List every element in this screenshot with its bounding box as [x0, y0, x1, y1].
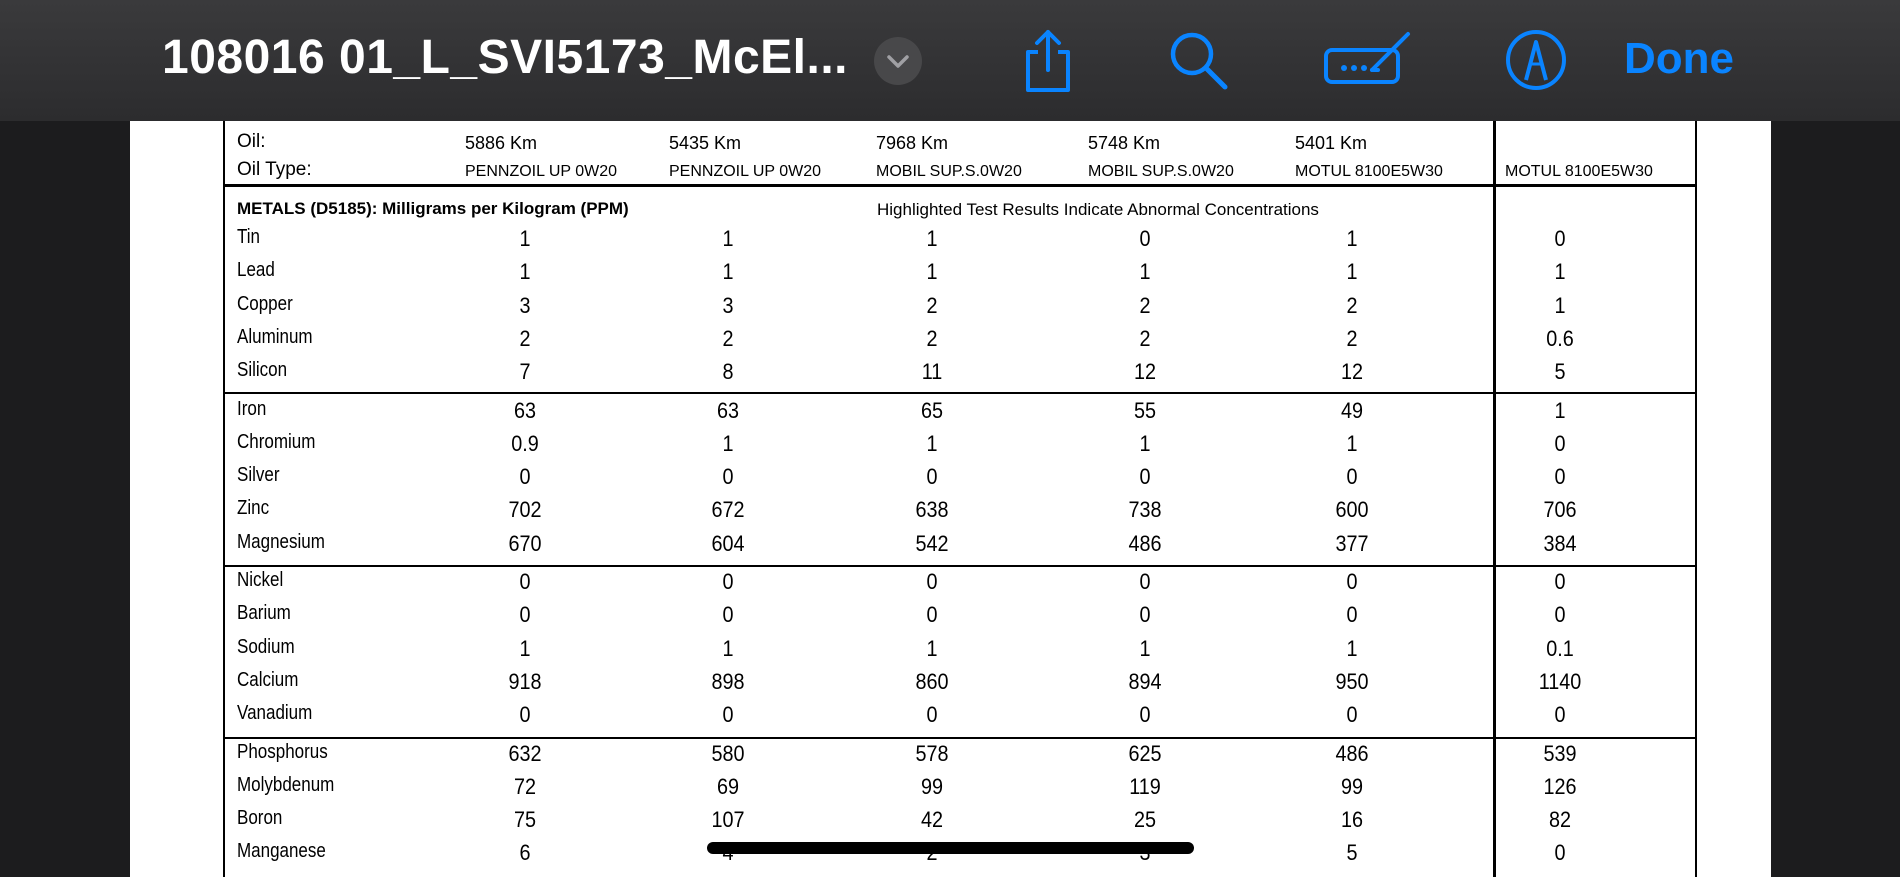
oil-type-2: PENNZOIL UP 0W20: [669, 163, 822, 180]
metal-value: 578: [915, 740, 949, 766]
metal-value: 99: [1340, 773, 1364, 799]
metal-value: 1: [1346, 430, 1358, 456]
abnormal-note: Highlighted Test Results Indicate Abnormal Concentrations: [877, 200, 1319, 219]
table-row: [225, 256, 1695, 289]
metal-value: 1: [926, 430, 938, 456]
metal-value: 75: [513, 807, 537, 833]
metal-value: 5: [1346, 840, 1358, 866]
metal-value: 107: [711, 807, 745, 833]
metal-value: 5: [1554, 359, 1566, 385]
metal-value: 2: [1346, 325, 1358, 351]
metal-value: 0: [926, 602, 938, 628]
oil-km-1: 5886 Km: [465, 133, 538, 153]
metal-value: 42: [920, 807, 944, 833]
oil-analysis-report: [223, 121, 1697, 877]
table-row: [225, 223, 1695, 256]
metal-value: 377: [1335, 530, 1369, 556]
metal-value: 486: [1128, 530, 1162, 556]
metal-value: 12: [1133, 359, 1157, 385]
table-row: [225, 461, 1695, 494]
metal-value: 3: [519, 292, 531, 318]
oil-type-5: MOTUL 8100E5W30: [1295, 163, 1443, 180]
oil-km-2: 5435 Km: [669, 133, 742, 153]
metal-value: 1: [519, 259, 531, 285]
metal-value: 0: [1554, 702, 1566, 728]
metal-value: 119: [1129, 773, 1161, 799]
metal-value: 0: [722, 602, 734, 628]
metal-value: 0: [1554, 430, 1566, 456]
metal-name: Aluminum: [237, 325, 313, 348]
table-row: [225, 804, 1695, 837]
metal-value: 706: [1543, 497, 1577, 523]
metal-value: 1: [1346, 635, 1358, 661]
oil-km-4: 5748 Km: [1088, 133, 1161, 153]
metal-value: 918: [508, 668, 542, 694]
metal-value: 11: [921, 359, 943, 385]
metal-value: 1: [722, 259, 734, 285]
metal-value: 2: [519, 325, 531, 351]
metal-value: 638: [915, 497, 949, 523]
metal-value: 0: [1139, 464, 1151, 490]
metal-value: 0: [1346, 464, 1358, 490]
metal-name: Lead: [237, 259, 275, 282]
table-row: [225, 738, 1695, 771]
metal-value: 0: [926, 702, 938, 728]
metal-value: 486: [1335, 740, 1369, 766]
metal-value: 63: [513, 397, 537, 423]
metal-value: 0: [1554, 602, 1566, 628]
metal-name: Silicon: [237, 359, 288, 382]
metal-name: Nickel: [237, 569, 284, 591]
markup-icon[interactable]: [1504, 28, 1568, 97]
table-row: [225, 771, 1695, 804]
metal-value: 2: [1139, 292, 1151, 318]
metal-value: 1: [722, 430, 734, 456]
metal-value: 1: [1346, 226, 1358, 251]
metal-value: 0: [722, 702, 734, 728]
metal-name: Zinc: [237, 497, 270, 520]
metal-value: 0: [926, 569, 938, 594]
metal-value: 580: [711, 740, 745, 766]
metal-value: 82: [1548, 807, 1572, 833]
metal-value: 1: [926, 635, 938, 661]
metal-value: 0: [519, 569, 531, 594]
metal-value: 0: [1346, 702, 1358, 728]
metal-value: 7: [519, 359, 531, 385]
table-row: [225, 290, 1695, 323]
metal-name: Silver: [237, 464, 280, 487]
metal-name: Tin: [237, 226, 260, 248]
metal-value: 860: [915, 668, 949, 694]
metal-value: 1: [722, 226, 734, 251]
metal-value: 894: [1128, 668, 1162, 694]
table-row: [225, 699, 1695, 732]
table-row: [225, 494, 1695, 527]
metal-value: 1: [519, 635, 531, 661]
metal-value: 0: [1139, 569, 1151, 594]
metal-value: 6: [519, 840, 531, 866]
oil-km-5: 5401 Km: [1295, 133, 1368, 153]
oil-type-1: PENNZOIL UP 0W20: [465, 163, 618, 180]
metal-value: 1: [1554, 397, 1566, 423]
metal-value: 69: [716, 773, 740, 799]
metal-value: 0.1: [1546, 635, 1574, 661]
metal-name: Chromium: [237, 430, 316, 453]
metal-value: 950: [1335, 668, 1369, 694]
metal-name: Magnesium: [237, 530, 325, 553]
metal-value: 0: [519, 702, 531, 728]
metal-value: 25: [1133, 807, 1157, 833]
metal-value: 738: [1128, 497, 1162, 523]
metal-name: Boron: [237, 807, 283, 830]
table-row: [225, 633, 1695, 666]
metal-value: 539: [1543, 740, 1577, 766]
metal-value: 0: [1554, 226, 1566, 251]
metal-value: 1: [519, 226, 531, 251]
header-divider: [225, 184, 1695, 187]
metal-value: 0.9: [511, 430, 539, 456]
metal-name: Copper: [237, 292, 293, 315]
metal-name: Calcium: [237, 668, 299, 691]
metal-value: 0: [722, 464, 734, 490]
metal-value: 1: [1139, 635, 1151, 661]
metal-value: 1: [1139, 430, 1151, 456]
oil-type-4: MOBIL SUP.S.0W20: [1088, 163, 1234, 180]
metal-name: Vanadium: [237, 702, 313, 725]
chevron-down-icon[interactable]: [874, 37, 922, 85]
metal-value: 2: [926, 325, 938, 351]
metal-value: 1: [926, 259, 938, 285]
metal-name: Iron: [237, 397, 267, 420]
metal-value: 126: [1543, 773, 1577, 799]
metal-value: 1: [926, 226, 938, 251]
metal-value: 8: [722, 359, 734, 385]
metal-value: 0: [1554, 840, 1566, 866]
metal-value: 604: [711, 530, 745, 556]
metal-value: 99: [920, 773, 944, 799]
metal-value: 0: [926, 464, 938, 490]
metal-value: 0: [1346, 602, 1358, 628]
done-button[interactable]: Done: [1624, 34, 1734, 83]
metal-value: 0: [1139, 602, 1151, 628]
metal-value: 2: [926, 292, 938, 318]
metal-name: Sodium: [237, 635, 295, 658]
oil-km-3: 7968 Km: [876, 133, 949, 153]
oil-type-3: MOBIL SUP.S.0W20: [876, 163, 1022, 180]
metal-value: 63: [716, 397, 740, 423]
metal-value: 2: [1346, 292, 1358, 318]
metal-value: 898: [711, 668, 745, 694]
search-icon[interactable]: [1168, 30, 1230, 97]
metal-value: 0: [722, 569, 734, 594]
metal-value: 0: [519, 464, 531, 490]
metal-name: Molybdenum: [237, 773, 335, 796]
metal-value: 0: [1139, 226, 1151, 251]
table-row: [225, 428, 1695, 461]
metal-value: 49: [1340, 397, 1364, 423]
document-title: 108016 01_L_SVI5173_McEl...: [162, 31, 848, 84]
metal-value: 384: [1543, 530, 1577, 556]
metal-value: 1: [1346, 259, 1358, 285]
metal-name: Manganese: [237, 840, 326, 863]
oil-label: Oil:: [237, 131, 266, 152]
metal-value: 1140: [1538, 668, 1582, 694]
metal-value: 16: [1340, 807, 1364, 833]
metal-value: 1: [1554, 259, 1566, 285]
oil-type-6: MOTUL 8100E5W30: [1505, 163, 1653, 180]
table-row: [225, 395, 1695, 428]
metal-value: 65: [920, 397, 944, 423]
metal-value: 542: [915, 530, 949, 556]
table-row: [225, 356, 1695, 389]
share-icon[interactable]: [1020, 28, 1076, 99]
metal-value: 0: [1554, 569, 1566, 594]
metal-value: 0: [1139, 702, 1151, 728]
metal-value: 670: [508, 530, 542, 556]
annotate-icon[interactable]: [1322, 30, 1414, 95]
table-row: [225, 666, 1695, 699]
metal-value: 72: [513, 773, 537, 799]
metal-value: 672: [711, 497, 745, 523]
metal-value: 0.6: [1546, 325, 1574, 351]
metal-value: 12: [1340, 359, 1364, 385]
metal-value: 702: [508, 497, 542, 523]
oil-type-label: Oil Type:: [237, 159, 312, 180]
document-page[interactable]: [130, 121, 1771, 877]
metal-value: 3: [722, 292, 734, 318]
table-row: [225, 323, 1695, 356]
metal-value: 2: [722, 325, 734, 351]
table-row: [225, 566, 1695, 599]
document-toolbar: [0, 0, 1900, 121]
metal-value: 632: [508, 740, 542, 766]
home-indicator: [707, 842, 1194, 854]
metal-value: 600: [1335, 497, 1369, 523]
metal-value: 625: [1128, 740, 1162, 766]
table-row: [225, 599, 1695, 632]
section-title: METALS (D5185): Milligrams per Kilogram (PPM): [237, 199, 629, 218]
metal-value: 0: [519, 602, 531, 628]
metal-value: 55: [1133, 397, 1157, 423]
metal-name: Phosphorus: [237, 740, 328, 763]
table-row: [225, 528, 1695, 561]
metal-name: Barium: [237, 602, 291, 625]
metal-value: 1: [1554, 292, 1566, 318]
metal-value: 0: [1554, 464, 1566, 490]
metal-value: 1: [1139, 259, 1151, 285]
metal-value: 0: [1346, 569, 1358, 594]
metal-value: 1: [722, 635, 734, 661]
metal-value: 2: [1139, 325, 1151, 351]
